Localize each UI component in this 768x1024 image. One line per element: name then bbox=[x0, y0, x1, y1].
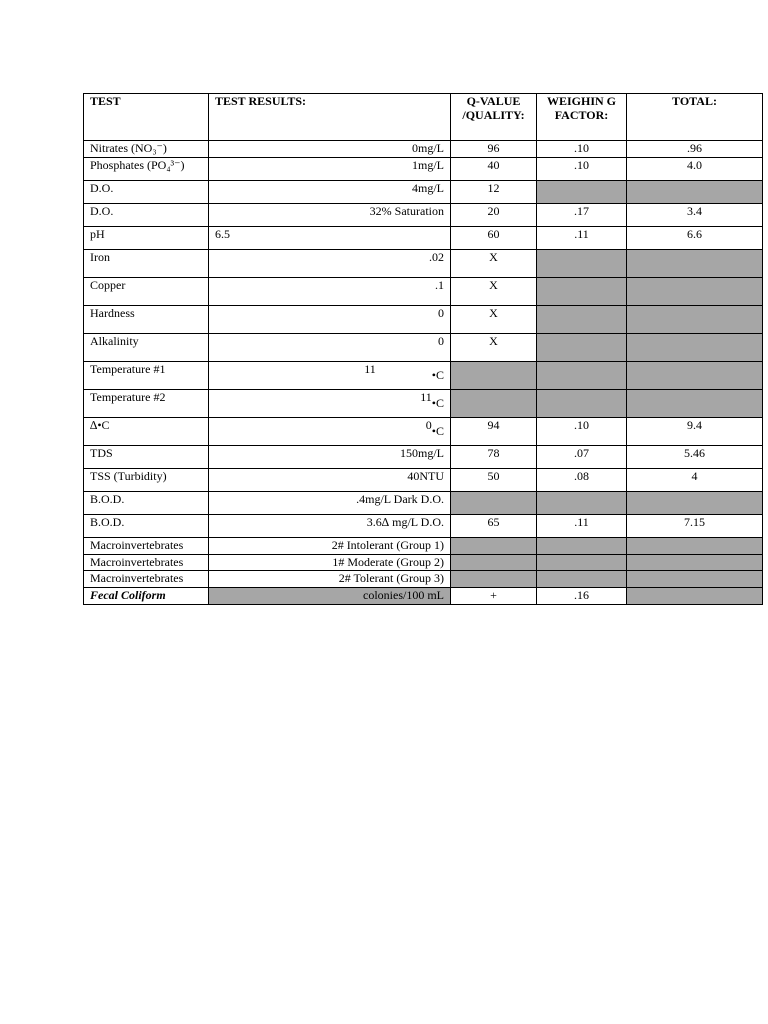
header-total: TOTAL: bbox=[627, 94, 763, 141]
water-quality-table bbox=[83, 93, 763, 605]
test-name: ∆•C bbox=[84, 417, 209, 445]
table-row bbox=[84, 537, 763, 554]
q-value: X bbox=[451, 277, 537, 305]
temperature-delta-value: 0 bbox=[425, 417, 432, 432]
test-name: Iron bbox=[84, 249, 209, 277]
test-result: .1 bbox=[209, 277, 451, 305]
header-row bbox=[84, 94, 763, 141]
test-name: B.O.D. bbox=[84, 491, 209, 514]
weighing-factor: .11 bbox=[537, 514, 627, 537]
weighing-factor bbox=[537, 537, 627, 554]
q-value bbox=[451, 491, 537, 514]
weighing-factor: .07 bbox=[537, 445, 627, 468]
total bbox=[627, 305, 763, 333]
table-row bbox=[84, 226, 763, 249]
test-name: Macroinvertebrates bbox=[84, 537, 209, 554]
temperature-unit: •C bbox=[431, 423, 444, 438]
table-row bbox=[84, 514, 763, 537]
q-value bbox=[451, 389, 537, 417]
total: 6.6 bbox=[627, 226, 763, 249]
test-result: .02 bbox=[209, 249, 451, 277]
table-row bbox=[84, 491, 763, 514]
weighing-factor: .08 bbox=[537, 468, 627, 491]
q-value bbox=[451, 554, 537, 571]
total: 9.4 bbox=[627, 417, 763, 445]
total: 3.4 bbox=[627, 203, 763, 226]
test-name: Macroinvertebrates bbox=[84, 554, 209, 571]
temperature-value: 11 bbox=[420, 389, 432, 404]
table-row bbox=[84, 203, 763, 226]
weighing-factor bbox=[537, 277, 627, 305]
total bbox=[627, 571, 763, 588]
total: 7.15 bbox=[627, 514, 763, 537]
table-row bbox=[84, 417, 763, 445]
table-row bbox=[84, 588, 763, 605]
test-result: 3.6∆ mg/L D.O. bbox=[209, 514, 451, 537]
test-name: Temperature #2 bbox=[84, 389, 209, 417]
total bbox=[627, 491, 763, 514]
test-result: .4mg/L Dark D.O. bbox=[209, 491, 451, 514]
total bbox=[627, 249, 763, 277]
weighing-factor: .16 bbox=[537, 588, 627, 605]
weighing-factor bbox=[537, 333, 627, 361]
test-name: TSS (Turbidity) bbox=[84, 468, 209, 491]
total bbox=[627, 333, 763, 361]
q-value bbox=[451, 571, 537, 588]
weighing-factor: .10 bbox=[537, 157, 627, 180]
test-name: Copper bbox=[84, 277, 209, 305]
test-name: Alkalinity bbox=[84, 333, 209, 361]
table-row bbox=[84, 333, 763, 361]
q-value: + bbox=[451, 588, 537, 605]
q-value: 50 bbox=[451, 468, 537, 491]
total: 5.46 bbox=[627, 445, 763, 468]
table-row bbox=[84, 141, 763, 158]
test-result: 40NTU bbox=[209, 468, 451, 491]
test-result: 6.5 bbox=[209, 226, 451, 249]
table-row bbox=[84, 277, 763, 305]
total bbox=[627, 588, 763, 605]
test-result bbox=[209, 417, 451, 445]
test-result: 1# Moderate (Group 2) bbox=[209, 554, 451, 571]
q-value: X bbox=[451, 333, 537, 361]
header-test: TEST bbox=[84, 94, 209, 141]
table-row bbox=[84, 180, 763, 203]
total bbox=[627, 180, 763, 203]
table-row bbox=[84, 445, 763, 468]
test-name: D.O. bbox=[84, 180, 209, 203]
test-result: colonies/100 mL bbox=[209, 588, 451, 605]
weighing-factor: .10 bbox=[537, 417, 627, 445]
total: 4.0 bbox=[627, 157, 763, 180]
q-value: 94 bbox=[451, 417, 537, 445]
test-name: D.O. bbox=[84, 203, 209, 226]
weighing-factor bbox=[537, 491, 627, 514]
table-row bbox=[84, 571, 763, 588]
test-name: Temperature #1 bbox=[84, 361, 209, 389]
weighing-factor bbox=[537, 361, 627, 389]
test-result: 0mg/L bbox=[209, 141, 451, 158]
test-result: 1mg/L bbox=[209, 157, 451, 180]
header-q-value: Q-VALUE /QUALITY: bbox=[451, 94, 537, 141]
total bbox=[627, 277, 763, 305]
temperature-unit: •C bbox=[431, 367, 444, 382]
test-result bbox=[209, 389, 451, 417]
table-row bbox=[84, 249, 763, 277]
test-result: 4mg/L bbox=[209, 180, 451, 203]
test-result: 32% Saturation bbox=[209, 203, 451, 226]
total bbox=[627, 389, 763, 417]
table-row bbox=[84, 554, 763, 571]
test-result: 150mg/L bbox=[209, 445, 451, 468]
test-result: 0 bbox=[209, 305, 451, 333]
header-weighing-factor: WEIGHIN G FACTOR: bbox=[537, 94, 627, 141]
q-value: 60 bbox=[451, 226, 537, 249]
table-row bbox=[84, 305, 763, 333]
q-value bbox=[451, 361, 537, 389]
header-test-results: TEST RESULTS: bbox=[209, 94, 451, 141]
q-value bbox=[451, 537, 537, 554]
temperature-unit: •C bbox=[431, 395, 444, 410]
q-value: 12 bbox=[451, 180, 537, 203]
table-row bbox=[84, 361, 763, 389]
weighing-factor bbox=[537, 249, 627, 277]
total bbox=[627, 554, 763, 571]
test-result bbox=[209, 361, 451, 389]
weighing-factor bbox=[537, 389, 627, 417]
weighing-factor bbox=[537, 554, 627, 571]
weighing-factor: .10 bbox=[537, 141, 627, 158]
weighing-factor: .17 bbox=[537, 203, 627, 226]
q-value: 40 bbox=[451, 157, 537, 180]
q-value: 20 bbox=[451, 203, 537, 226]
test-name: Hardness bbox=[84, 305, 209, 333]
test-result: 2# Tolerant (Group 3) bbox=[209, 571, 451, 588]
test-name: B.O.D. bbox=[84, 514, 209, 537]
test-name: Fecal Coliform bbox=[84, 588, 209, 605]
test-result: 0 bbox=[209, 333, 451, 361]
weighing-factor bbox=[537, 305, 627, 333]
q-value: 65 bbox=[451, 514, 537, 537]
q-value: X bbox=[451, 249, 537, 277]
total: .96 bbox=[627, 141, 763, 158]
q-value: 78 bbox=[451, 445, 537, 468]
total bbox=[627, 361, 763, 389]
weighing-factor bbox=[537, 571, 627, 588]
weighing-factor bbox=[537, 180, 627, 203]
total bbox=[627, 537, 763, 554]
weighing-factor: .11 bbox=[537, 226, 627, 249]
total: 4 bbox=[627, 468, 763, 491]
test-name: Nitrates (NO₃⁻) bbox=[84, 141, 209, 158]
table-row bbox=[84, 468, 763, 491]
q-value: X bbox=[451, 305, 537, 333]
test-name: Macroinvertebrates bbox=[84, 571, 209, 588]
temperature-value: 11 bbox=[364, 361, 376, 376]
test-result: 2# Intolerant (Group 1) bbox=[209, 537, 451, 554]
test-name: pH bbox=[84, 226, 209, 249]
test-name: TDS bbox=[84, 445, 209, 468]
table-row bbox=[84, 157, 763, 180]
q-value: 96 bbox=[451, 141, 537, 158]
test-name: Phosphates (PO₄³⁻) bbox=[84, 157, 209, 180]
table-row bbox=[84, 389, 763, 417]
